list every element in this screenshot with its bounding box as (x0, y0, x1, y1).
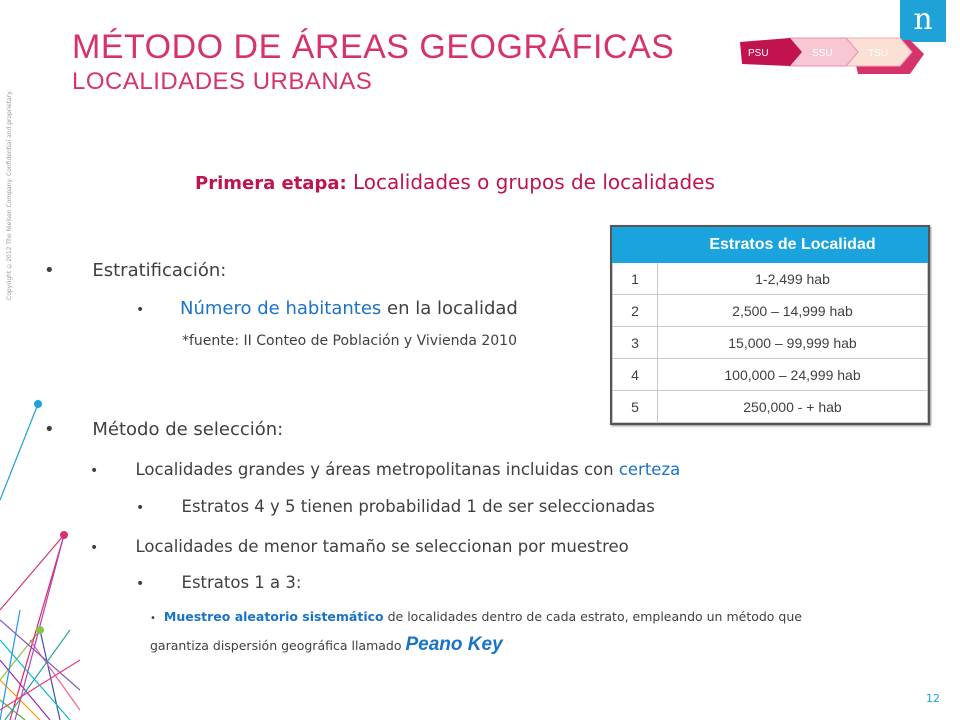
bullet-strata-1-3: • Estratos 1 a 3: (136, 573, 302, 592)
large-localities-text: Localidades grandes y áreas metropolitanas incluidas con (135, 460, 619, 479)
strata-1-3-text: Estratos 1 a 3: (181, 573, 302, 592)
stage-ssu-label: SSU (812, 48, 833, 59)
inhabitants-highlight: Número de habitantes (180, 298, 382, 319)
table-cell-index: 3 (613, 327, 658, 359)
page-title: MÉTODO DE ÁREAS GEOGRÁFICAS (72, 28, 675, 66)
inhabitants-rest: en la localidad (381, 298, 518, 319)
nielsen-logo-icon: n (900, 0, 946, 42)
bullet-stratification-text: Estratificación: (92, 260, 227, 281)
table-header: Estratos de Localidad (658, 228, 928, 263)
table-header-row (613, 228, 928, 263)
peano-line-text: garantiza dispersión geográfica llamado (150, 638, 406, 653)
table-cell-index: 2 (613, 295, 658, 327)
small-localities-text: Localidades de menor tamaño se seleccionan por muestreo (135, 537, 629, 556)
table-cell-range: 1-2,499 hab (658, 263, 928, 295)
bullet-large-localities: • Localidades grandes y áreas metropolitanas incluidas con certeza (90, 460, 681, 479)
strata-table (610, 225, 930, 425)
stage-heading-label: Primera etapa: (195, 173, 347, 194)
bullet-selection-text: Método de selección: (92, 419, 284, 440)
table-row (613, 263, 928, 295)
strata-4-5-text: Estratos 4 y 5 tienen probabilidad 1 de ser seleccionadas (181, 497, 655, 516)
table-cell-index: 4 (613, 359, 658, 391)
stage-heading-rest: Localidades o grupos de localidades (352, 170, 715, 194)
table-row (613, 327, 928, 359)
table-cell-range: 100,000 – 24,999 hab (658, 359, 928, 391)
table-cell-range: 2,500 – 14,999 hab (658, 295, 928, 327)
stage-psu-label: PSU (748, 48, 769, 59)
bullet-inhabitants: • Número de habitantes en la localidad (136, 298, 518, 319)
bullet-small-localities: • Localidades de menor tamaño se seleccionan por muestreo (90, 537, 629, 556)
peano-line (150, 634, 503, 656)
page-number: 12 (926, 692, 940, 705)
bullet-strata-4-5: • Estratos 4 y 5 tienen probabilidad 1 de ser seleccionadas (136, 497, 655, 516)
source-note: *fuente: II Conteo de Población y Vivienda 2010 (182, 333, 517, 349)
table-header-empty (613, 228, 658, 263)
table-row (613, 295, 928, 327)
peano-key-highlight: Peano Key (405, 634, 503, 655)
bullet-selection-method: • Método de selección: (44, 419, 284, 440)
copyright-notice: Copyright ©2012 The Nielsen Company. Confidential and proprietary. (6, 90, 13, 300)
certainty-highlight: certeza (618, 460, 681, 479)
bullet-systematic-sampling: • Muestreo aleatorio sistemático de localidades dentro de cada estrato, empleando un método que (150, 609, 802, 624)
bullet-stratification: • Estratificación: (44, 260, 227, 281)
systematic-rest: de localidades dentro de cada estrato, empleando un método que (383, 609, 802, 624)
table-cell-index: 1 (613, 263, 658, 295)
table-row (613, 391, 928, 423)
systematic-highlight: Muestreo aleatorio sistemático (163, 609, 384, 624)
table-cell-index: 5 (613, 391, 658, 423)
stage-heading (195, 170, 715, 194)
table-row (613, 359, 928, 391)
table-cell-range: 15,000 – 99,999 hab (658, 327, 928, 359)
stage-ribbon (730, 34, 930, 78)
page-subtitle: LOCALIDADES URBANAS (72, 68, 373, 95)
stage-tsu-label: TSU (868, 48, 888, 59)
table-cell-range: 250,000 - + hab (658, 391, 928, 423)
